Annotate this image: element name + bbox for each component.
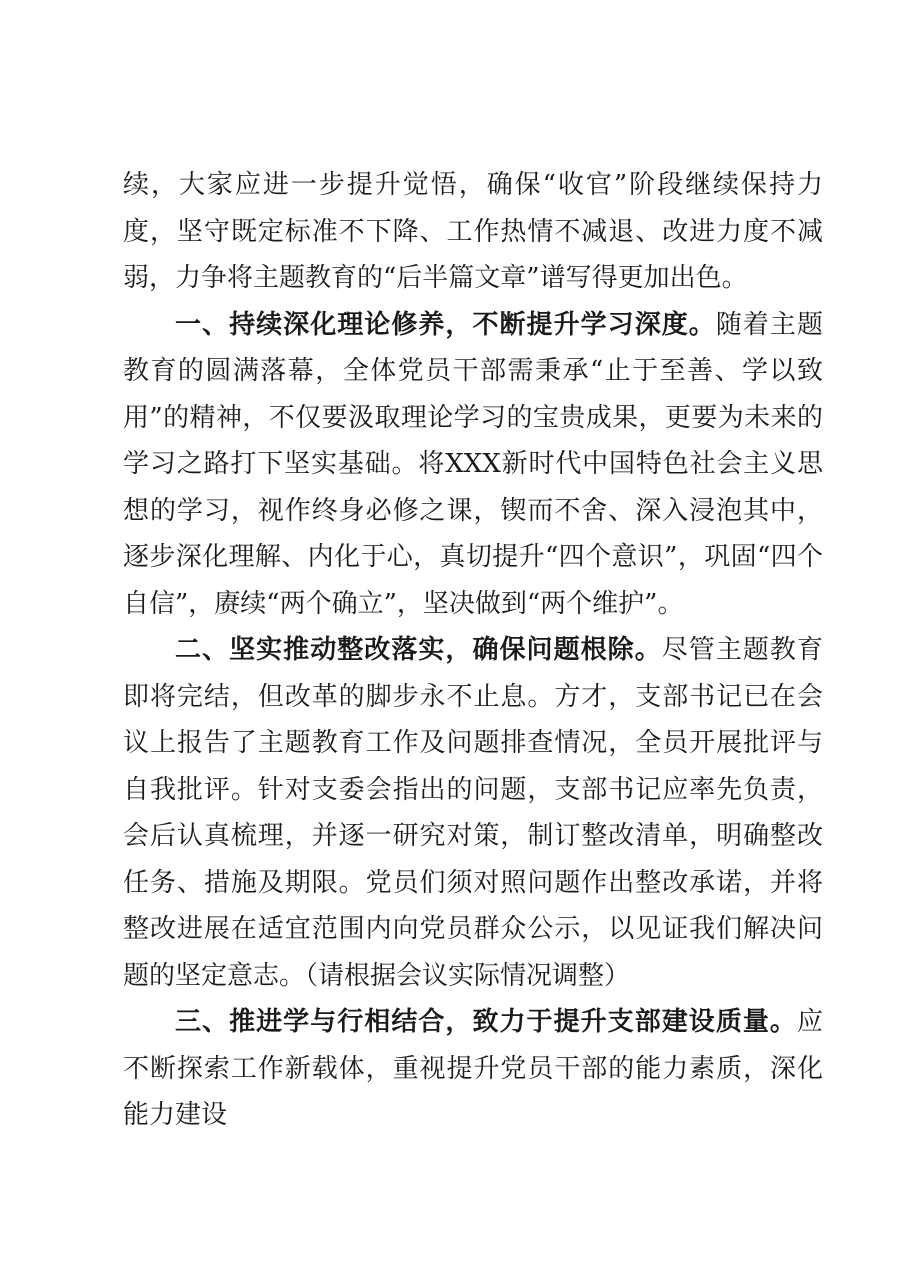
- paragraph-body: 随着主题教育的圆满落幕，全体党员干部需秉承“止于至善、学以致用”的精神，不仅要汲取理论学习的宝贵成果，更要为未来的学习之路打下坚实基础。将XXX新时代中国特色社会主义思想的学习，视作终身必修之课，锲而不舍、深入浸泡其中，逐步深化理解、内化于心，真切提升“四个意识”，巩固“四个自信”，赓续“两个确立”，坚决做到“两个维护”。: [123, 309, 823, 619]
- section-heading: 三、推进学与行相结合，致力于提升支部建设质量。: [175, 1007, 797, 1037]
- paragraph-body: 续，大家应进一步提升觉悟，确保“收官”阶段继续保持力度，坚守既定标准不下降、工作热情不减退、改进力度不减弱，力争将主题教育的“后半篇文章”谱写得更加出色。: [123, 170, 823, 293]
- paragraph-section-2: [123, 627, 823, 999]
- section-heading: 一、持续深化理论修养，不断提升学习深度。: [175, 309, 716, 340]
- section-heading: 二、坚实推动整改落实，确保问题根除。: [175, 635, 662, 665]
- paragraph-body: 尽管主题教育即将完结，但改革的脚步永不止息。方才，支部书记已在会议上报告了主题教育工作及问题排查情况，全员开展批评与自我批评。针对支委会指出的问题，支部书记应率先负责，会后认真梳理，并逐一研究对策，制订整改清单，明确整改任务、措施及期限。党员们须对照问题作出整改承诺，并将整改进展在适宜范围内向党员群众公示，以见证我们解决问题的坚定意志。（请根据会议实际情况调整）: [123, 635, 823, 991]
- paragraph-body: 应不断探索工作新载体，重视提升党员干部的能力素质，深化能力建设: [123, 1007, 823, 1130]
- paragraph-section-3: [123, 999, 823, 1139]
- paragraph-section-1: [123, 302, 823, 628]
- document-body: [123, 162, 823, 1139]
- paragraph-continuation: [123, 162, 823, 302]
